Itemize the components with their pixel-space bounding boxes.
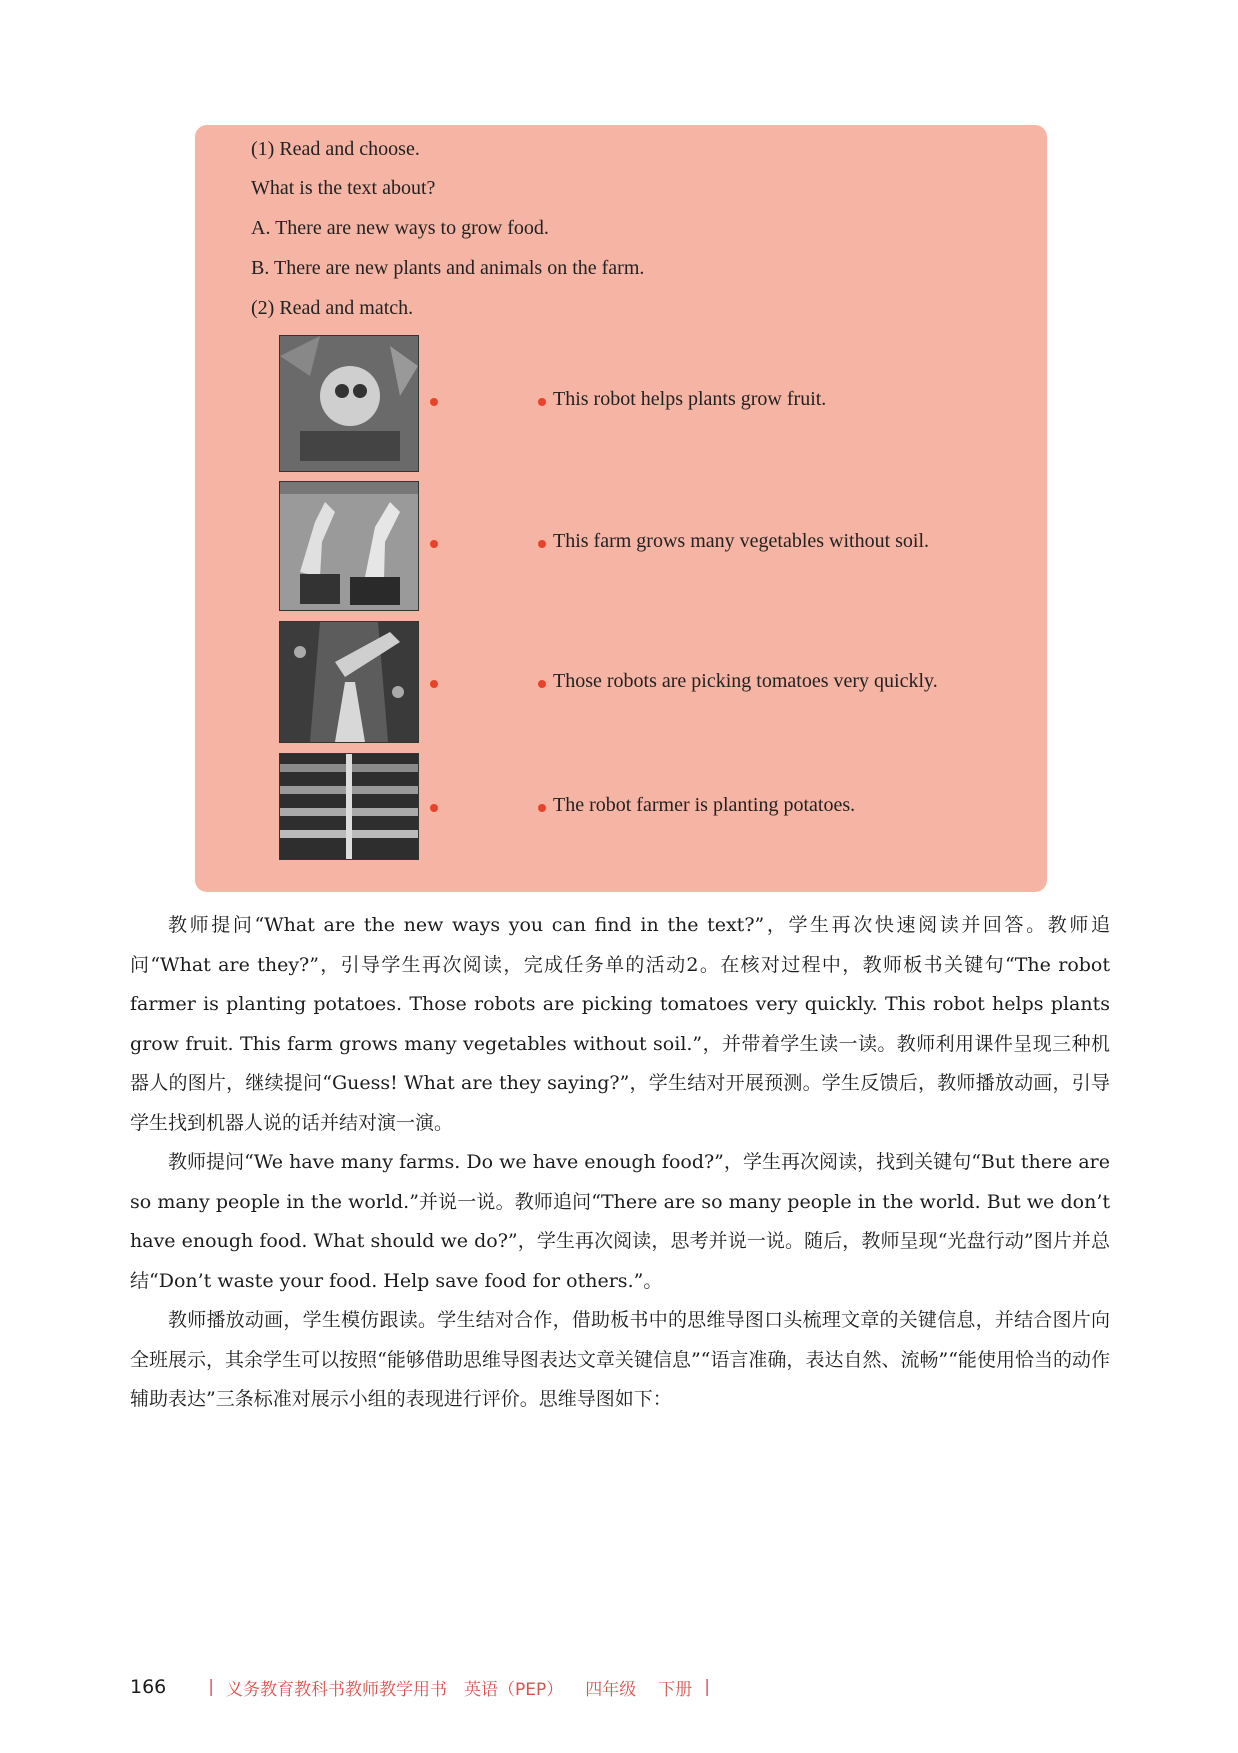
match-dot-right[interactable] <box>538 804 546 812</box>
match-dot-left[interactable] <box>430 540 438 548</box>
match-dot-right[interactable] <box>538 680 546 688</box>
robot-arms-photo <box>279 481 419 611</box>
match-dot-left[interactable] <box>430 804 438 812</box>
paragraph-2: 教师提问“We have many farms. Do we have enough food?”，学生再次阅读，找到关键句“But there are so many people in the world.”并说一说。教师追问“There are so many people in the world. But we don’t have enough food. What should we do?”，学生再次阅读，思考并说一说。随后，教师呈现“光盘行动”图片并总结“Don’t waste your food. Help save food for others.”。 <box>130 1151 1110 1292</box>
page-footer <box>130 1673 722 1701</box>
robot-with-fruit-photo <box>279 335 419 472</box>
q2-heading: (2) Read and match. <box>251 297 414 319</box>
body-text <box>130 906 1110 1420</box>
footer-separator: | <box>704 1677 710 1697</box>
paragraph-1: 教师提问“What are the new ways you can find in the text?”，学生再次快速阅读并回答。教师追问“What are they?”，引导学生再次阅读，完成任务单的活动2。在核对过程中，教师板书关键句“The robot farmer is planting potatoes. Those robots are picking tomatoes very quickly. This robot helps plants grow fruit. This farm grows many vegetables without soil.”，并带着学生读一读。教师利用课件呈现三种机器人的图片，继续提问“Guess! What are they saying?”，学生结对开展预测。学生反馈后，教师播放动画，引导学生找到机器人说的话并结对演一演。 <box>130 914 1110 1134</box>
match-sentence: This farm grows many vegetables without soil. <box>553 530 930 552</box>
paragraph-3: 教师播放动画，学生模仿跟读。学生结对合作，借助板书中的思维导图口头梳理文章的关键信息，并结合图片向全班展示，其余学生可以按照“能够借助思维导图表达文章关键信息”“语言准确，表达自然、流畅”“能使用恰当的动作辅助表达”三条标准对展示小组的表现进行评价。思维导图如下： <box>130 1309 1110 1410</box>
match-sentence: Those robots are picking tomatoes very quickly. <box>553 670 938 692</box>
tomato-greenhouse-photo <box>279 621 419 743</box>
match-dot-left[interactable] <box>430 680 438 688</box>
match-dot-left[interactable] <box>430 398 438 406</box>
q1-question: What is the text about? <box>251 177 436 199</box>
page-number: 166 <box>130 1676 167 1698</box>
match-sentence: The robot farmer is planting potatoes. <box>553 794 856 816</box>
footer-separator: | <box>208 1677 214 1697</box>
match-dot-right[interactable] <box>538 540 546 548</box>
q1-heading: (1) Read and choose. <box>251 138 420 160</box>
volume-label: 下册 <box>658 1679 693 1700</box>
q1-option-b: B. There are new plants and animals on the farm. <box>251 257 645 279</box>
book-title: 义务教育教科书教师教学用书 英语（PEP） <box>226 1679 564 1700</box>
grade-label: 四年级 <box>585 1679 637 1700</box>
match-sentence: This robot helps plants grow fruit. <box>553 388 827 410</box>
worksheet-panel <box>195 125 1047 892</box>
vertical-farm-photo <box>279 753 419 860</box>
match-dot-right[interactable] <box>538 398 546 406</box>
q1-option-a: A. There are new ways to grow food. <box>251 217 549 239</box>
